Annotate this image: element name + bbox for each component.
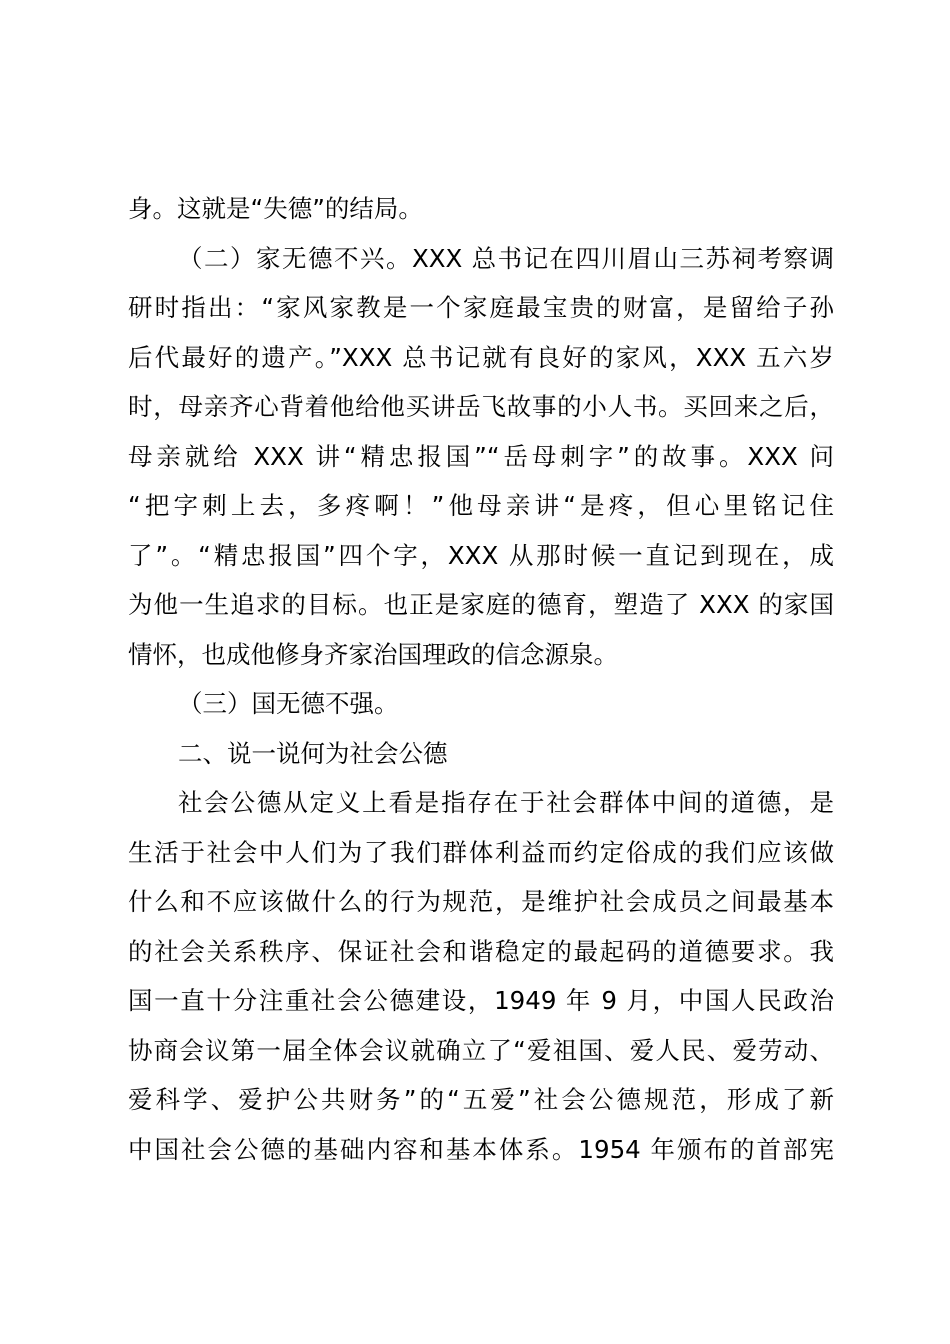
text-line: 生活于社会中人们为了我们群体利益而约定俗成的我们应该做 [128,837,834,867]
document-body [128,184,834,1174]
paragraph-nation-virtue [128,679,834,729]
text-line: 的社会关系秩序、保证社会和谐稳定的最起码的道德要求。我 [128,936,834,966]
text-line: （三）国无德不强。 [178,689,399,718]
text-line: 母亲就给 XXX 讲“精忠报国”“岳母刺字”的故事。XXX 问 [128,441,834,471]
text-line: 什么和不应该做什么的行为规范，是维护社会成员之间最基本 [128,887,834,916]
text-line: 了”。“精忠报国”四个字，XXX 从那时候一直记到现在，成 [128,540,834,570]
text-line: 社会公德从定义上看是指存在于社会群体中间的道德，是 [178,788,834,817]
text-line: 情怀，也成他修身齐家治国理政的信念源泉。 [128,639,618,669]
text-line: 中国社会公德的基础内容和基本体系。1954 年颁布的首部宪 [128,1134,834,1164]
text-line: 爱科学、爱护公共财务”的“五爱”社会公德规范，形成了新 [128,1085,834,1114]
paragraph-public-morality [128,778,834,1174]
text-line: 身。这就是“失德”的结局。 [128,194,423,223]
text-line: 二、说一说何为社会公德 [178,738,448,768]
text-line: “把字刺上去，多疼啊！”他母亲讲“是疼，但心里铭记住 [128,491,834,520]
text-line: 为他一生追求的目标。也正是家庭的德育，塑造了 XXX 的家国 [128,590,834,619]
text-line: 研时指出：“家风家教是一个家庭最宝贵的财富，是留给子孙 [128,293,834,322]
text-line: 国一直十分注重社会公德建设，1949 年 9 月，中国人民政治 [128,986,834,1015]
section-heading [128,729,834,779]
text-line: （二）家无德不兴。XXX 总书记在四川眉山三苏祠考察调 [178,243,834,273]
paragraph-family-virtue [128,234,834,680]
paragraph-intro-tail [128,184,834,234]
text-line: 后代最好的遗产。”XXX 总书记就有良好的家风，XXX 五六岁 [128,342,834,372]
text-line: 协商会议第一届全体会议就确立了“爱祖国、爱人民、爱劳动、 [128,1035,834,1065]
text-line: 时，母亲齐心背着他给他买讲岳飞故事的小人书。买回来之后， [128,392,834,421]
